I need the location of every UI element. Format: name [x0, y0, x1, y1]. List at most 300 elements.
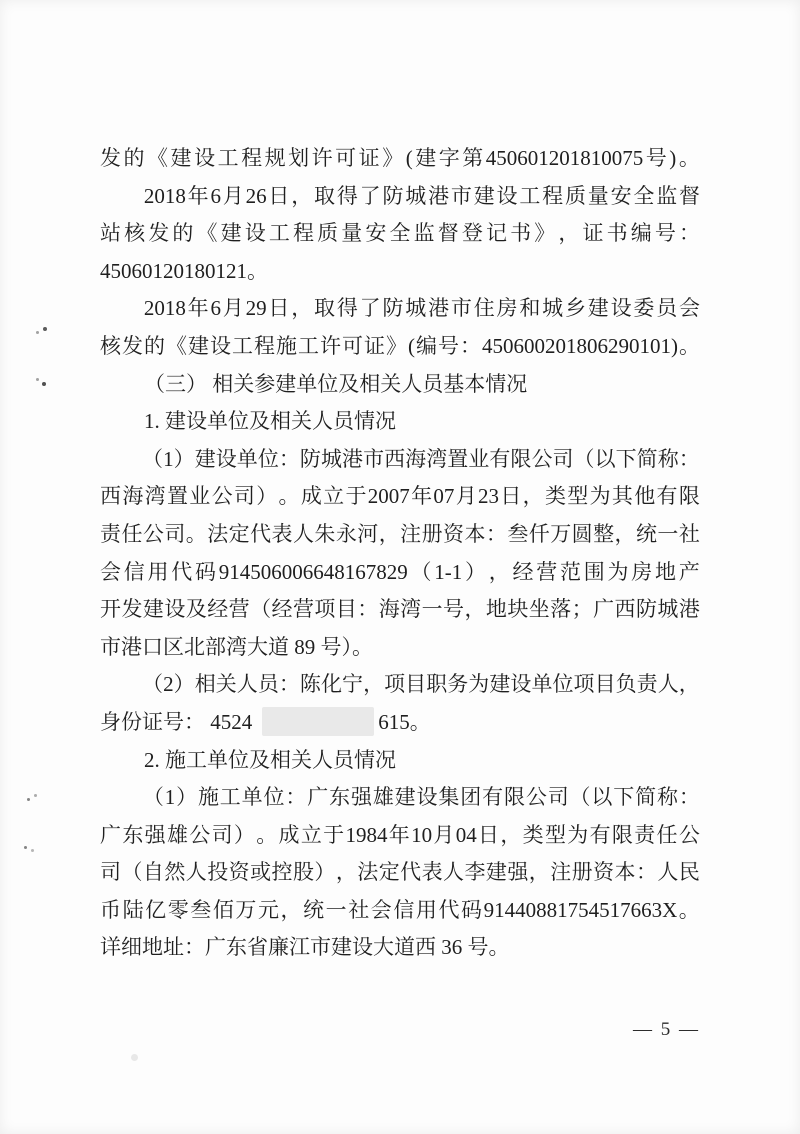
glyph: 设: [510, 672, 532, 697]
glyph: ，: [488, 559, 510, 584]
glyph: 项: [384, 672, 406, 697]
glyph: 圆: [571, 521, 593, 546]
glyph: 型: [567, 484, 589, 509]
glyph: 市: [450, 183, 472, 208]
glyph: 强: [144, 822, 166, 847]
glyph: 人: [657, 672, 679, 697]
glyph: 建: [587, 296, 609, 321]
glyph: 防: [635, 597, 657, 622]
glyph: 用: [415, 897, 437, 922]
glyph: 仟: [528, 521, 550, 546]
glyph: 6: [210, 183, 221, 208]
glyph: ，: [500, 822, 522, 847]
glyph: 号: [443, 597, 464, 622]
glyph: 或: [250, 860, 272, 885]
glyph: 范: [560, 559, 581, 584]
glyph: 程: [241, 146, 263, 170]
glyph: 目: [335, 597, 357, 622]
glyph: 市: [450, 296, 472, 321]
glyph: 注: [550, 860, 572, 885]
glyph: 他: [634, 484, 656, 509]
glyph: 整: [593, 521, 615, 546]
glyph: 信: [123, 559, 145, 584]
paragraph-indent: [100, 465, 142, 466]
glyph: 东: [329, 785, 351, 810]
text-line: 1. 建设单位及相关人员情况: [144, 409, 396, 434]
glyph: 一: [657, 521, 679, 546]
glyph: 亿: [145, 897, 167, 922]
glyph: 日: [500, 484, 522, 509]
glyph: 号: [645, 146, 667, 170]
glyph: 码: [195, 559, 216, 584]
glyph: 经: [271, 597, 293, 622]
glyph: 零: [167, 897, 189, 922]
text-line: [100, 817, 700, 855]
glyph: 民: [678, 860, 700, 885]
glyph: 450601201810075: [485, 146, 644, 170]
glyph: 914506006648167829: [218, 559, 408, 584]
glyph: 07: [433, 484, 455, 509]
glyph: 会: [100, 559, 121, 584]
glyph: 监: [656, 183, 678, 208]
glyph: 强: [350, 785, 372, 810]
glyph: 业: [189, 484, 211, 509]
glyph: 编: [416, 333, 437, 358]
glyph: 务: [447, 672, 469, 697]
glyph: 书: [606, 221, 628, 246]
glyph: 西: [100, 484, 121, 509]
glyph: ：: [635, 860, 657, 885]
glyph: 立: [323, 484, 345, 509]
glyph: 开: [100, 597, 121, 622]
glyph: 设: [416, 785, 438, 810]
glyph: ，: [528, 860, 550, 885]
glyph: 450600201806290101): [482, 333, 678, 358]
glyph: （: [410, 559, 432, 584]
glyph: 2018: [143, 296, 186, 321]
glyph: ，: [291, 183, 313, 208]
glyph: 1984: [345, 822, 388, 847]
glyph: 《: [147, 146, 169, 170]
glyph: 证: [582, 221, 604, 246]
glyph: 质: [317, 221, 339, 246]
glyph: 城: [405, 183, 427, 208]
glyph: 相: [194, 672, 216, 697]
scan-speckle: [36, 331, 39, 334]
glyph: 人: [657, 860, 679, 885]
glyph: 1: [164, 785, 176, 810]
glyph: 有: [482, 785, 504, 810]
glyph: （: [250, 597, 272, 622]
glyph: 西: [384, 446, 406, 471]
glyph: 简: [636, 446, 658, 471]
glyph: 设: [215, 446, 237, 471]
text-line: 45060120180121。: [100, 258, 268, 283]
glyph: 万: [550, 521, 572, 546]
glyph: ，: [378, 521, 400, 546]
glyph: 月: [222, 183, 244, 208]
glyph: 册: [421, 521, 443, 546]
glyph: 港: [678, 597, 700, 622]
glyph: （: [573, 446, 595, 471]
glyph: 》: [386, 333, 407, 358]
glyph: 成: [300, 484, 322, 509]
glyph: 港: [428, 183, 450, 208]
glyph: ）: [465, 559, 486, 584]
glyph: 号: [654, 221, 676, 246]
glyph: 经: [512, 559, 534, 584]
glyph: （: [142, 672, 164, 697]
glyph: 公: [142, 521, 164, 546]
glyph: 地: [485, 597, 507, 622]
text-line: 2. 施工单位及相关人员情况: [144, 747, 396, 772]
glyph: 员: [656, 296, 678, 321]
glyph: ：: [678, 785, 700, 810]
glyph: 字: [438, 146, 460, 170]
glyph: ：: [278, 446, 300, 471]
glyph: 型: [544, 822, 566, 847]
glyph: 以: [594, 446, 616, 471]
glyph: 第: [462, 146, 484, 170]
glyph: 工: [219, 785, 241, 810]
glyph: 得: [336, 296, 358, 321]
glyph: （: [142, 785, 164, 810]
glyph: 叁: [507, 521, 529, 546]
glyph: 围: [583, 559, 605, 584]
glyph: 为: [468, 672, 490, 697]
glyph: 立: [300, 822, 322, 847]
text-line: [100, 290, 700, 328]
glyph: 可: [335, 146, 357, 170]
glyph: ：: [278, 672, 300, 697]
glyph: 人: [443, 860, 464, 885]
glyph: 有: [489, 446, 511, 471]
glyph: 。: [256, 822, 278, 847]
glyph: 雄: [166, 822, 188, 847]
glyph: 块: [507, 597, 529, 622]
glyph: 发: [121, 597, 143, 622]
glyph: 人: [185, 860, 207, 885]
glyph: 程: [254, 333, 275, 358]
glyph: ，: [678, 672, 700, 697]
glyph: 书: [510, 221, 532, 246]
glyph: 工: [268, 221, 290, 246]
glyph: 日: [268, 183, 290, 208]
glyph: 日: [478, 822, 499, 847]
paragraph-indent: [100, 202, 142, 203]
glyph: 6: [210, 296, 221, 321]
glyph: 代: [250, 521, 272, 546]
glyph: 永: [335, 521, 357, 546]
glyph: 日: [268, 296, 290, 321]
glyph: 单: [236, 446, 258, 471]
glyph: ，: [464, 597, 486, 622]
glyph: 人: [292, 521, 314, 546]
glyph: （: [569, 785, 591, 810]
text-line: [100, 892, 700, 930]
text-line: [100, 478, 700, 516]
glyph: 程: [293, 221, 314, 246]
glyph: 防: [382, 296, 404, 321]
text-line: [100, 140, 700, 178]
glyph: ）: [173, 446, 195, 471]
glyph: 项: [314, 597, 336, 622]
glyph: 投: [207, 860, 229, 885]
glyph: 李: [464, 860, 486, 885]
glyph: 控: [271, 860, 293, 885]
glyph: 工: [298, 333, 319, 358]
glyph: 城: [657, 597, 679, 622]
glyph: 房: [496, 296, 518, 321]
glyph: ：: [460, 333, 481, 358]
glyph: 湾: [144, 484, 166, 509]
glyph: 公: [211, 484, 233, 509]
glyph: 表: [271, 521, 293, 546]
glyph: 团: [460, 785, 482, 810]
glyph: 湾: [400, 597, 422, 622]
glyph: 雄: [372, 785, 394, 810]
glyph: 湾: [426, 446, 448, 471]
glyph: 港: [428, 296, 450, 321]
glyph: 限: [678, 484, 700, 509]
glyph: 自: [142, 860, 164, 885]
glyph: 定: [378, 860, 400, 885]
glyph: 员: [257, 672, 279, 697]
text-segment: 身份证号： 4524: [100, 709, 253, 734]
glyph: 全: [389, 221, 411, 246]
glyph: 简: [635, 785, 657, 810]
glyph: ）: [256, 484, 278, 509]
glyph: 目: [594, 672, 616, 697]
glyph: 了: [359, 183, 381, 208]
glyph: 《: [196, 221, 218, 246]
glyph: 下: [615, 446, 637, 471]
glyph: 全: [633, 183, 655, 208]
paragraph-indent: [100, 803, 142, 804]
glyph: 。: [278, 484, 300, 509]
glyph: 》: [534, 221, 556, 246]
glyph: 设: [610, 296, 632, 321]
glyph: 司: [547, 785, 569, 810]
glyph: 建: [194, 446, 216, 471]
glyph: 划: [288, 146, 310, 170]
text-line: [100, 666, 700, 704]
glyph: 督: [437, 221, 459, 246]
scan-speckle: [27, 798, 30, 801]
glyph: 朱: [314, 521, 336, 546]
glyph: 东: [122, 822, 144, 847]
glyph: ）: [314, 860, 336, 885]
glyph: 类: [544, 484, 566, 509]
glyph: 量: [587, 183, 609, 208]
glyph: 佰: [212, 897, 234, 922]
glyph: 其: [611, 484, 633, 509]
glyph: 1-1: [434, 559, 463, 584]
glyph: 和: [519, 296, 541, 321]
glyph: 质: [564, 183, 586, 208]
glyph: 位: [257, 446, 279, 471]
text-line: （三） 相关参建单位及相关人员基本情况: [144, 371, 528, 396]
glyph: 营: [228, 597, 250, 622]
glyph: 一: [421, 597, 443, 622]
glyph: 资: [228, 860, 250, 885]
glyph: 单: [531, 672, 553, 697]
glyph: 币: [100, 897, 121, 922]
glyph: 资: [443, 521, 464, 546]
scan-speckle: [42, 382, 46, 386]
glyph: 。: [678, 897, 700, 922]
glyph: 代: [438, 897, 460, 922]
glyph: 位: [552, 672, 574, 697]
glyph: 关: [215, 672, 237, 697]
glyph: 定: [228, 521, 250, 546]
glyph: 安: [610, 183, 632, 208]
glyph: 代: [171, 559, 193, 584]
glyph: 坐: [528, 597, 550, 622]
glyph: 公: [531, 446, 553, 471]
glyph: 下: [613, 785, 635, 810]
glyph: 及: [185, 597, 207, 622]
glyph: 发: [100, 146, 121, 170]
glyph: 证: [358, 146, 380, 170]
glyph: 防: [382, 183, 404, 208]
glyph: 得: [336, 183, 358, 208]
glyph: 社: [678, 521, 700, 546]
glyph: 本: [614, 860, 636, 885]
glyph: 公: [189, 822, 211, 847]
glyph: 建: [394, 785, 416, 810]
glyph: (: [408, 333, 415, 358]
glyph: 码: [461, 897, 482, 922]
glyph: 代: [400, 860, 422, 885]
glyph: 公: [678, 822, 700, 847]
glyph: 核: [124, 221, 146, 246]
glyph: 年: [187, 296, 209, 321]
glyph: 置: [447, 446, 469, 471]
glyph: 建: [188, 333, 209, 358]
page-number: — 5 —: [633, 1019, 700, 1040]
glyph: 负: [615, 672, 637, 697]
glyph: 任: [121, 521, 143, 546]
text-line: [100, 328, 700, 366]
text-line: [100, 215, 700, 253]
glyph: 司: [233, 484, 255, 509]
glyph: 本: [464, 521, 486, 546]
text-line: [100, 441, 700, 479]
text-segment: 615。: [378, 709, 431, 734]
glyph: ，: [280, 897, 302, 922]
glyph: 于: [323, 822, 345, 847]
glyph: 司: [100, 860, 121, 885]
glyph: 站: [100, 221, 121, 246]
glyph: 登: [461, 221, 483, 246]
glyph: 港: [342, 446, 364, 471]
glyph: ，: [614, 521, 636, 546]
glyph: 一: [325, 897, 347, 922]
glyph: 年: [187, 183, 209, 208]
glyph: 法: [357, 860, 379, 885]
glyph: 防: [299, 446, 321, 471]
paragraph-indent: [100, 690, 142, 691]
glyph: 地: [655, 559, 676, 584]
glyph: 建: [170, 146, 192, 170]
text-line: 市港口区北部湾大道 89 号）。: [100, 634, 373, 659]
glyph: 以: [591, 785, 613, 810]
glyph: 城: [542, 296, 564, 321]
glyph: 产: [678, 559, 700, 584]
glyph: 编: [630, 221, 652, 246]
glyph: 会: [370, 897, 392, 922]
glyph: ：: [285, 785, 307, 810]
glyph: 成: [278, 822, 300, 847]
glyph: 西: [614, 597, 636, 622]
glyph: 于: [345, 484, 367, 509]
glyph: 市: [363, 446, 385, 471]
glyph: 安: [365, 221, 387, 246]
glyph: 建: [473, 183, 495, 208]
glyph: 置: [166, 484, 188, 509]
glyph: 营: [292, 597, 314, 622]
glyph: 广: [593, 597, 615, 622]
glyph: 月: [433, 822, 455, 847]
glyph: 限: [503, 785, 525, 810]
glyph: 陆: [122, 897, 144, 922]
glyph: 海: [405, 446, 427, 471]
glyph: 了: [359, 296, 381, 321]
glyph: 》: [382, 146, 404, 170]
glyph: 叁: [190, 897, 212, 922]
glyph: 有: [589, 822, 611, 847]
glyph: 股: [292, 860, 314, 885]
glyph: 司: [164, 521, 186, 546]
text-line: [100, 704, 700, 742]
glyph: 法: [207, 521, 229, 546]
glyph: 乡: [564, 296, 586, 321]
glyph: 房: [631, 559, 653, 584]
glyph: 河: [357, 521, 379, 546]
glyph: 落: [550, 597, 572, 622]
glyph: 项: [573, 672, 595, 697]
glyph: 《: [166, 333, 187, 358]
glyph: 许: [320, 333, 341, 358]
glyph: 业: [468, 446, 490, 471]
glyph: 住: [473, 296, 495, 321]
glyph: ：: [679, 221, 700, 246]
text-line: [100, 516, 700, 554]
glyph: 监: [413, 221, 435, 246]
glyph: 城: [405, 296, 427, 321]
glyph: 单: [241, 785, 263, 810]
glyph: 号: [438, 333, 459, 358]
text-line: 详细地址：广东省廉江市建设大道西 36 号。: [100, 935, 510, 960]
glyph: 施: [197, 785, 219, 810]
glyph: 月: [222, 296, 244, 321]
glyph: 工: [217, 146, 239, 170]
glyph: 注: [400, 521, 422, 546]
glyph: 广: [100, 822, 121, 847]
glyph: 许: [311, 146, 333, 170]
text-line: [100, 554, 700, 592]
glyph: 陈: [299, 672, 321, 697]
glyph: 记: [486, 221, 507, 246]
glyph: 责: [634, 822, 656, 847]
glyph: ）: [176, 785, 198, 810]
glyph: 资: [593, 860, 615, 885]
glyph: 04: [455, 822, 477, 847]
glyph: 10: [411, 822, 433, 847]
text-line: [100, 591, 700, 629]
glyph: 万: [235, 897, 257, 922]
